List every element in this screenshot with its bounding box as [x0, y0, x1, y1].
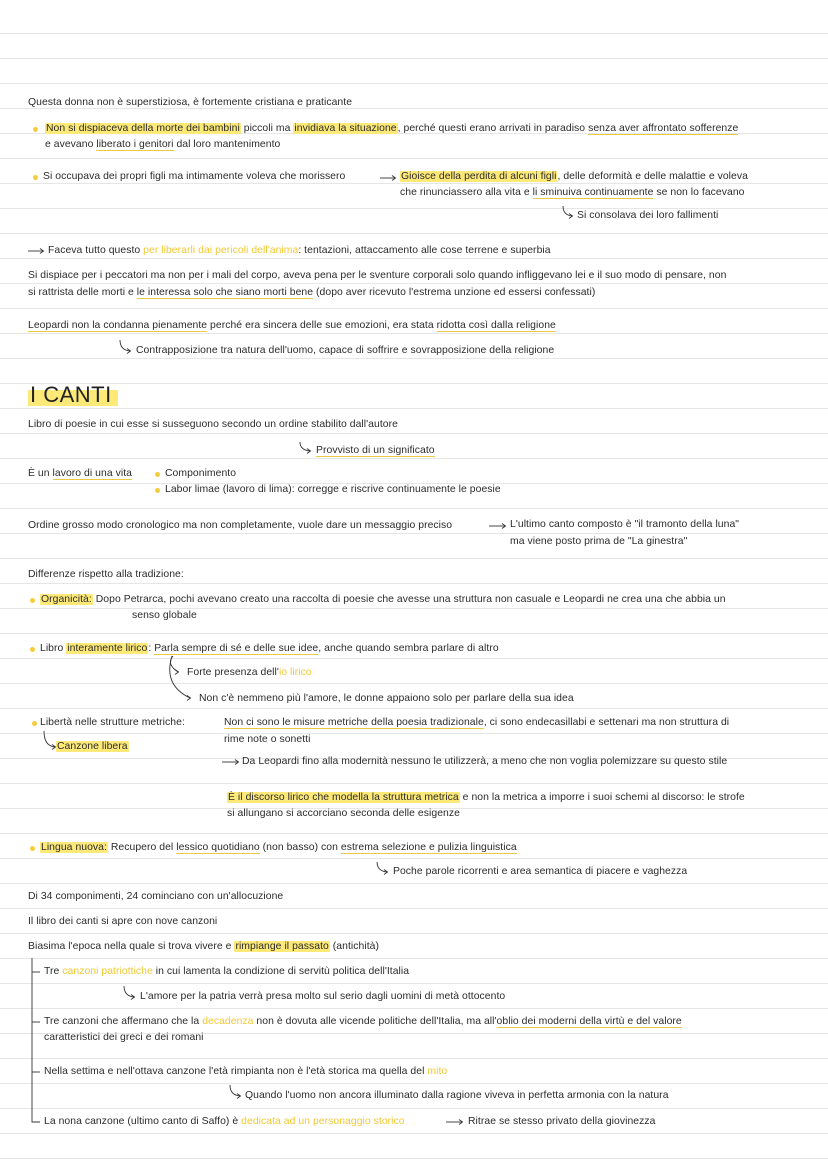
text-line: Il libro dei canti si apre con nove canzoni: [28, 916, 218, 927]
underlined: Provvisto di un significato: [316, 445, 435, 456]
text-line: [48, 244, 551, 258]
text-span: piccoli ma: [240, 123, 294, 134]
text-span: (non basso) con: [259, 842, 341, 853]
text-line: Contrapposizione tra natura dell'uomo, capace di soffrire e sovrapposizione della religione: [136, 345, 555, 356]
text-span: se non lo facevano: [653, 187, 745, 198]
text-line: senso globale: [132, 610, 197, 621]
text-line: [316, 444, 435, 458]
text-line: [45, 122, 738, 136]
underlined: le interessa solo che siano morti bene: [136, 287, 314, 298]
section-heading: I CANTI: [28, 382, 118, 408]
underlined: Non ci sono le misure metriche della poesia tradizionale: [224, 717, 484, 728]
text-line: [28, 286, 595, 300]
text-line: [40, 841, 517, 855]
underlined: lessico quotidiano: [176, 842, 260, 853]
bullet-dot: [33, 127, 38, 132]
text-span: , ci sono endecasillabi e settenari ma non struttura di: [483, 717, 730, 728]
text-span: e non la metrica a imporre i suoi schemi al discorso: le strofe: [459, 792, 745, 803]
text-line: Poche parole ricorrenti e area semantica di piacere e vaghezza: [393, 866, 688, 877]
text-line: [187, 666, 312, 680]
text-line: [40, 593, 726, 607]
text-span: Tre: [44, 966, 63, 977]
bullet-dot: [155, 472, 160, 477]
text-span: non è dovuta alle vicende politiche dell'Italia, ma all': [253, 1016, 497, 1027]
highlight-text: per liberarli dai pericoli dell'anima: [143, 245, 299, 256]
highlight: rimpiange il passato: [235, 941, 329, 952]
text-line: [28, 940, 379, 954]
bullet-dot: [32, 721, 37, 726]
highlight-text: decadenza: [202, 1016, 254, 1027]
underlined: oblio dei moderni della virtù e del valore: [496, 1016, 682, 1027]
text-span: Recupero del: [107, 842, 177, 853]
underlined: Leopardi non la condanna pienamente: [28, 320, 208, 331]
text-line: Differenze rispetto alla tradizione:: [28, 569, 184, 580]
bullet-dot: [30, 846, 35, 851]
text-line: [28, 319, 556, 333]
text-line: Componimento: [165, 468, 237, 479]
highlight: Canzone libera: [57, 741, 128, 752]
text-span: Faceva tutto questo: [48, 245, 144, 256]
text-span: che rinunciassero alla vita e: [400, 187, 533, 198]
text-span: :: [148, 643, 155, 654]
text-line: Ordine grosso modo cronologico ma non completamente, vuole dare un messaggio preciso: [28, 520, 453, 531]
text-line: L'ultimo canto composto è "il tramonto della luna": [510, 519, 740, 530]
text-line: Si dispiace per i peccatori ma non per i mali del corpo, aveva pena per le sventure corporali solo quando infliggevano lei e il suo modo di pensare, non: [28, 270, 727, 281]
text-span: , delle deformità e delle malattie e voleva: [557, 171, 748, 182]
text-line: Libertà nelle strutture metriche:: [40, 717, 185, 728]
highlight-text: io lirico: [278, 667, 312, 678]
bullet-dot: [33, 175, 38, 180]
text-line: [224, 716, 729, 730]
text-span: perché era sincera delle sue emozioni, era stata: [207, 320, 437, 331]
bullet-dot: [30, 598, 35, 603]
highlight-text: dedicata ad un personaggio storico: [241, 1116, 405, 1127]
text-span: Libro: [40, 643, 67, 654]
text-line: Questa donna non è superstiziosa, è fortemente cristiana e praticante: [28, 97, 353, 108]
text-line: Ritrae se stesso privato della giovinezza: [468, 1116, 656, 1127]
text-line: [400, 186, 745, 200]
highlight: Gioisce della perdita di alcuni figli: [401, 171, 557, 182]
text-span: Dopo Petrarca, pochi avevano creato una raccolta di poesie che avesse una struttura non casuale e Leopardi ne crea una che abbia un: [92, 594, 726, 605]
text-line: [56, 740, 129, 754]
highlight-text: canzoni patriottiche: [62, 966, 153, 977]
text-span: , perché questi erano arrivati in paradiso: [397, 123, 589, 134]
highlight: interamente lirico: [67, 643, 148, 654]
text-line: Si occupava dei propri figli ma intimamente voleva che morissero: [43, 171, 346, 182]
text-line: Libro di poesie in cui esse si susseguono secondo un ordine stabilito dall'autore: [28, 419, 398, 430]
text-line: [44, 1015, 682, 1029]
text-span: Forte presenza dell': [187, 667, 279, 678]
text-line: [45, 138, 280, 152]
highlight-text: mito: [427, 1066, 448, 1077]
text-line: Labor limae (lavoro di lima): corregge e riscrive continuamente le poesie: [165, 484, 501, 495]
text-span: Nella settima e nell'ottava canzone l'età rimpianta non è l'età storica ma quella del: [44, 1066, 428, 1077]
text-span: È un: [28, 468, 53, 479]
text-span: (dopo aver ricevuto l'estrema unzione ed essersi confessati): [313, 287, 596, 298]
highlight: È il discorso lirico che modella la struttura metrica: [228, 792, 459, 803]
bullet-dot: [30, 647, 35, 652]
highlight: Non si dispiaceva della morte dei bambini: [46, 123, 240, 134]
text-span: e avevano: [45, 139, 97, 150]
text-span: dal loro mantenimento: [173, 139, 281, 150]
text-line: Da Leopardi fino alla modernità nessuno le utilizzerà, a meno che non voglia polemizzare su questo stile: [242, 756, 728, 767]
text-line: Si consolava dei loro fallimenti: [577, 210, 719, 221]
text-span: , anche quando sembra parlare di altro: [318, 643, 499, 654]
text-span: in cui lamenta la condizione di servitù politica dell'Italia: [152, 966, 410, 977]
text-span: (antichità): [329, 941, 379, 952]
text-line: [28, 467, 132, 481]
text-line: [227, 791, 745, 805]
text-line: ma viene posto prima de "La ginestra": [510, 536, 688, 547]
text-span: Tre canzoni che affermano che la: [44, 1016, 203, 1027]
underlined: li sminuiva continuamente: [532, 187, 654, 198]
text-line: Di 34 componimenti, 24 cominciano con un'allocuzione: [28, 891, 284, 902]
highlight: Organicità:: [41, 594, 92, 605]
text-line: [40, 642, 499, 656]
highlight: Lingua nuova:: [41, 842, 107, 853]
text-line: caratteristici dei greci e dei romani: [44, 1032, 204, 1043]
text-span: : tentazioni, attaccamento alle cose terrene e superbia: [298, 245, 551, 256]
text-line: [44, 965, 409, 979]
bullet-dot: [155, 488, 160, 493]
text-span: La nona canzone (ultimo canto di Saffo) è: [44, 1116, 242, 1127]
underlined: Parla sempre di sé e delle sue idee: [154, 643, 319, 654]
underlined: lavoro di una vita: [52, 468, 132, 479]
text-span: si rattrista delle morti e: [28, 287, 137, 298]
text-line: rime note o sonetti: [224, 734, 311, 745]
text-line: [44, 1065, 447, 1079]
text-line: L'amore per la patria verrà presa molto sul serio dagli uomini di metà ottocento: [140, 991, 506, 1002]
underlined: liberato i genitori: [96, 139, 174, 150]
text-line: Non c'è nemmeno più l'amore, le donne appaiono solo per parlare della sua idea: [199, 693, 574, 704]
underlined: ridotta così dalla religione: [436, 320, 556, 331]
highlight: invidiava la situazione: [294, 123, 397, 134]
text-line: [44, 1115, 405, 1129]
underlined: estrema selezione e pulizia linguistica: [340, 842, 517, 853]
text-line: Quando l'uomo non ancora illuminato dalla ragione viveva in perfetta armonia con la natura: [245, 1090, 669, 1101]
text-line: si allungano si accorciano seconda delle esigenze: [227, 808, 460, 819]
underlined: senza aver affrontato sofferenze: [588, 123, 739, 134]
text-span: Biasima l'epoca nella quale si trova vivere e: [28, 941, 235, 952]
text-line: [400, 170, 748, 184]
